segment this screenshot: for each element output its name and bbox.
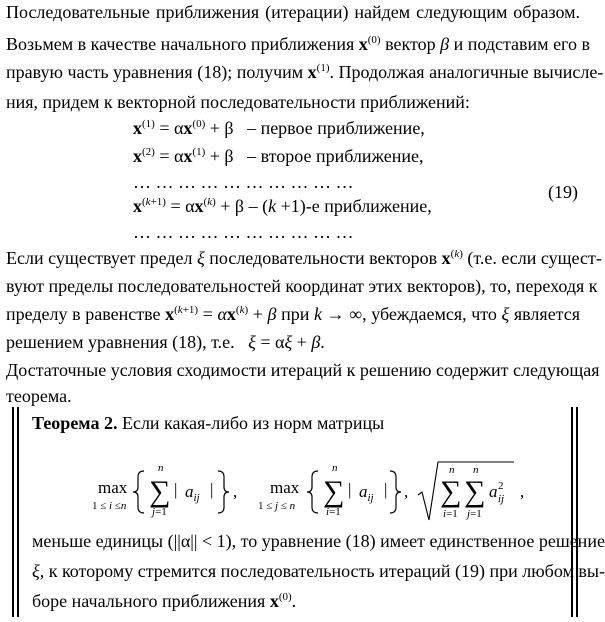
svg-text:i=1: i=1 [443,508,458,520]
theorem-line1: Теорема 2. Если какая-либо из норм матрицы [32,413,385,433]
svg-text:∑: ∑ [323,475,345,508]
para1-line3: правую часть уравнения (18); получим $x^{(1)}$. Продолжая аналогичные вычисле- [6,62,604,82]
para3-line2: теорема. [6,386,72,406]
theorem-left-bar-inner [17,407,19,617]
equation-row-1: $x^{(1)} = \alpha x^{(0)} + \beta$ – первое приближение, [133,118,425,138]
equation-row-2: $x^{(2)} = \alpha x^{(1)} + \beta$ – второе приближение, [133,146,424,166]
svg-text:aij: $a_{ij}$ [185,482,200,504]
svg-text:∑: ∑ [149,475,171,508]
svg-text:1 ≤ i ≤n: 1 ≤ i ≤n [92,500,127,512]
para2-line1: Если существует предел ξ последовательности векторов $x^{(k)}$ (т.е. если сущест- [6,248,602,268]
para1-line4: ния, придем к векторной последовательности приближений: [6,92,470,112]
svg-text:n: n [449,464,455,476]
svg-text:n: n [158,462,164,474]
theorem-line3: ξ, к которому стремится последовательность итераций (19) при любом вы- [32,561,605,581]
theorem-line4: боре начального приближения $x^{(0)}$. [32,591,297,611]
theorem-line2: меньше единицы (||α|| < 1), то уравнение (18) имеет единственное решение [32,531,605,551]
para1-line1: Последовательные приближения (итерации) найдем следующим образом. [6,2,580,22]
equation-row-3-dots: … … … … … … … … … … [133,172,354,192]
svg-text:|: | [384,480,388,499]
svg-text:,: , [233,482,238,501]
svg-text:j=1: j=1 [467,508,482,520]
theorem-box [12,407,605,617]
svg-text:n: n [473,464,479,476]
equation-number: (19) [548,182,578,202]
theorem-right-bar-outer [576,407,578,617]
svg-text:i=1: i=1 [326,506,341,518]
matrix-norms-formula [92,459,532,529]
svg-text:ij: ij [498,493,505,505]
svg-text:∑: ∑ [464,475,486,508]
theorem-left-bar-outer [12,407,14,617]
svg-text:aij: $a_{ij}$ [359,482,374,504]
para2-line3: пределу в равенстве $x^{(k+1)} = \alpha x^{(k)} + \beta$ при k → ∞, убеждаемся, что ξ является [6,304,581,324]
svg-text:|: | [348,480,352,499]
svg-text:,: , [520,482,525,501]
svg-text:,: , [404,482,409,501]
norm-row [92,459,532,534]
svg-text:n: n [332,462,338,474]
svg-text:a: a [489,482,498,501]
svg-text:∑: ∑ [440,475,462,508]
svg-text:|: | [174,480,178,499]
svg-text:|: | [210,480,214,499]
svg-text:max: max [270,478,300,497]
svg-text:max: max [98,478,128,497]
para1-line2: Возьмем в качестве начального приближения $x^{(0)}$ вектор β и подставим его в [6,34,590,54]
svg-text:j=1: j=1 [152,506,167,518]
svg-text:1 ≤ j ≤ n: 1 ≤ j ≤ n [258,500,296,512]
svg-text:2: 2 [498,480,504,492]
para2-line2: вуют пределы последовательностей координат этих векторов), то, переходя к [6,276,598,296]
equation-row-4: $x^{(k+1)} = \alpha x^{(k)} + \beta - (k +1)-е$ приближение, [133,196,432,216]
para2-line4: решением уравнения (18), т.е. ξ = αξ + β. [6,332,325,352]
equation-row-5-dots: … … … … … … … … … … [133,222,354,242]
para3-line1: Достаточные условия сходимости итераций к решению содержит следующая [6,360,600,380]
theorem-right-bar-inner [571,407,573,617]
